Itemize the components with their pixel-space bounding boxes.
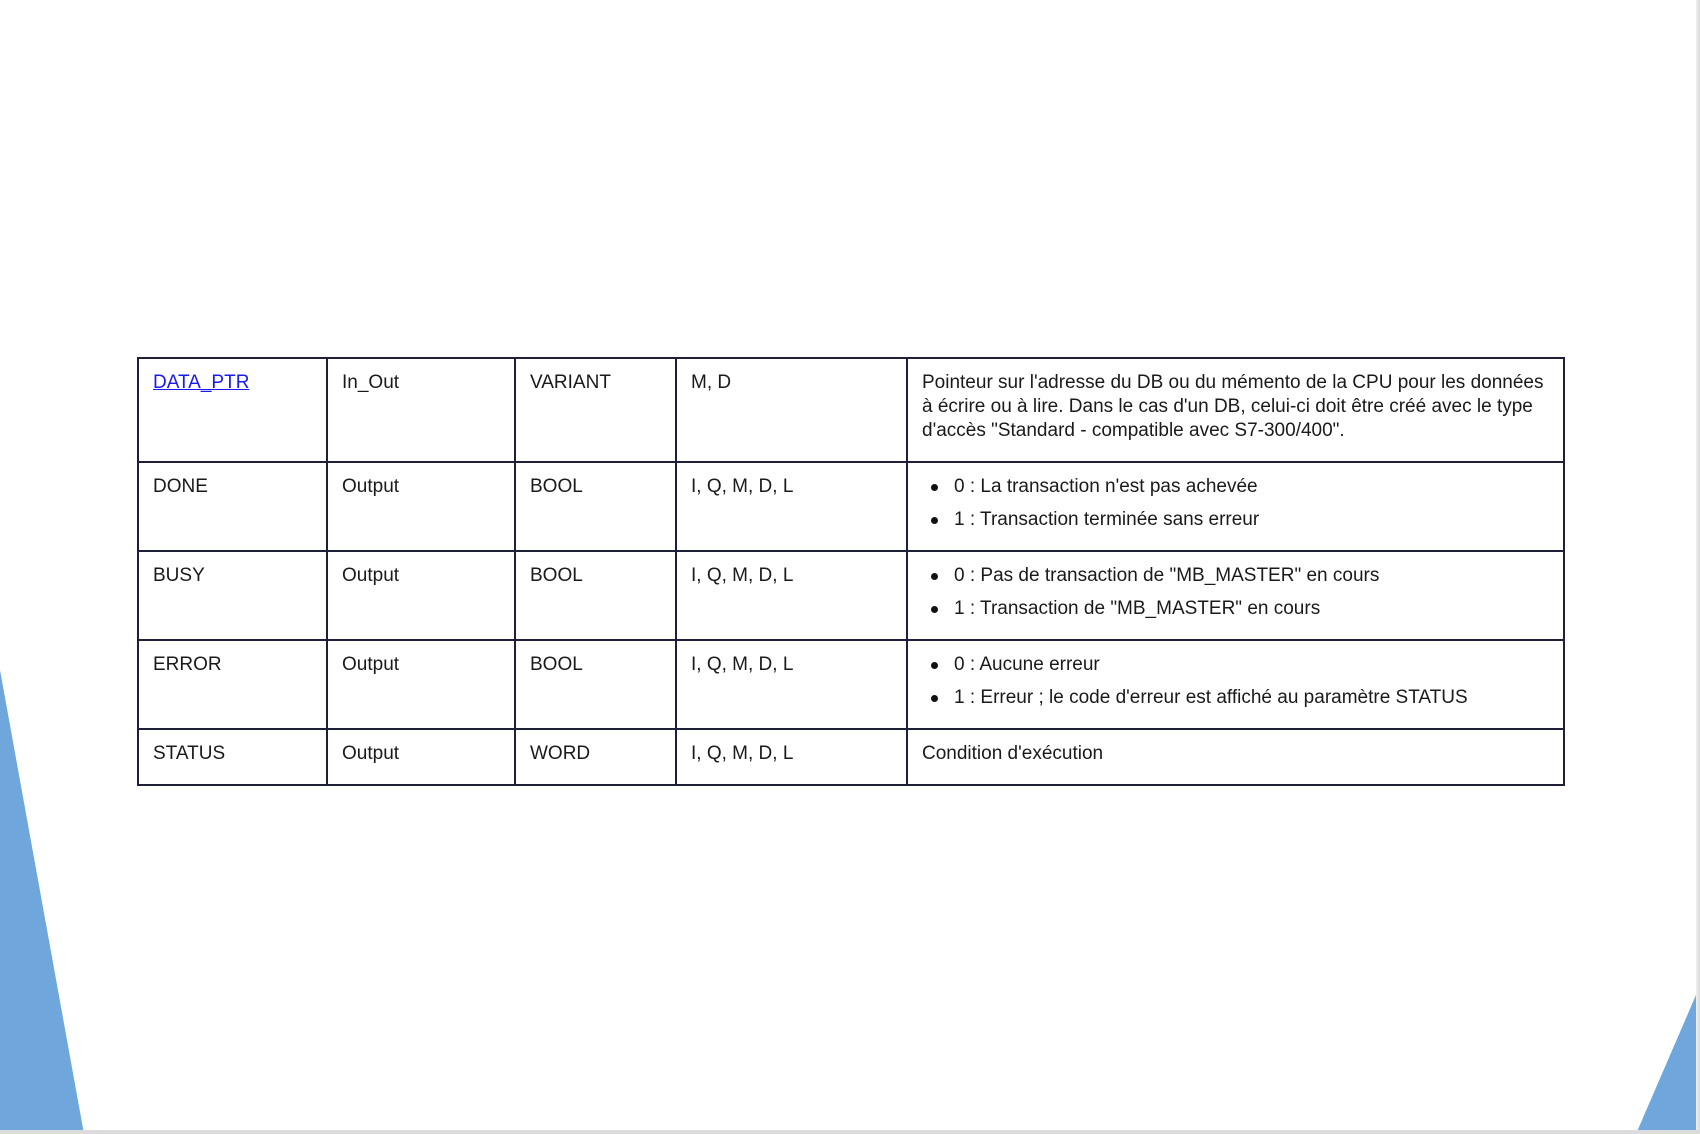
declaration-cell: Output — [327, 729, 515, 785]
declaration-cell: In_Out — [327, 358, 515, 462]
description-cell: Pointeur sur l'adresse du DB ou du mémento de la CPU pour les données à écrire ou à lire. Dans le cas d'un DB, celui-ci doit être créé avec le type d'accès "Standard - compatible avec S7-300/400". — [907, 358, 1564, 462]
memory-area-cell: I, Q, M, D, L — [676, 551, 907, 640]
memory-area-cell: I, Q, M, D, L — [676, 462, 907, 551]
param-name-cell: DONE — [138, 462, 327, 551]
param-name-cell: BUSY — [138, 551, 327, 640]
slide-bottom-edge — [0, 1130, 1700, 1134]
table-row — [138, 358, 1564, 462]
bullet-list — [922, 653, 1549, 710]
table-row — [138, 729, 1564, 785]
data-type-cell: BOOL — [515, 462, 676, 551]
description-cell: Condition d'exécution — [907, 729, 1564, 785]
left-accent-triangle — [0, 670, 84, 1134]
description-cell — [907, 462, 1564, 551]
bullet-item: 0 : Aucune erreur — [922, 653, 1549, 677]
data-ptr-link[interactable]: DATA_PTR — [153, 372, 250, 393]
bullet-item: 0 : La transaction n'est pas achevée — [922, 475, 1549, 499]
data-type-cell: BOOL — [515, 640, 676, 729]
declaration-cell: Output — [327, 551, 515, 640]
bullet-item: 1 : Transaction de "MB_MASTER" en cours — [922, 597, 1549, 621]
declaration-cell: Output — [327, 640, 515, 729]
bullet-item: 0 : Pas de transaction de "MB_MASTER" en cours — [922, 564, 1549, 588]
bullet-list — [922, 564, 1549, 621]
data-type-cell: BOOL — [515, 551, 676, 640]
bullet-item: 1 : Transaction terminée sans erreur — [922, 508, 1549, 532]
right-accent-triangle — [1636, 995, 1696, 1134]
memory-area-cell: M, D — [676, 358, 907, 462]
data-type-cell: VARIANT — [515, 358, 676, 462]
table-row — [138, 640, 1564, 729]
table-row — [138, 462, 1564, 551]
bullet-list — [922, 475, 1549, 532]
table-row — [138, 551, 1564, 640]
param-name-cell — [138, 358, 327, 462]
data-type-cell: WORD — [515, 729, 676, 785]
memory-area-cell: I, Q, M, D, L — [676, 640, 907, 729]
param-name-cell: ERROR — [138, 640, 327, 729]
memory-area-cell: I, Q, M, D, L — [676, 729, 907, 785]
parameter-table — [137, 357, 1565, 786]
slide-right-edge — [1696, 0, 1700, 1134]
description-cell — [907, 551, 1564, 640]
bullet-item: 1 : Erreur ; le code d'erreur est affiché au paramètre STATUS — [922, 686, 1549, 710]
param-name-cell: STATUS — [138, 729, 327, 785]
declaration-cell: Output — [327, 462, 515, 551]
description-cell — [907, 640, 1564, 729]
